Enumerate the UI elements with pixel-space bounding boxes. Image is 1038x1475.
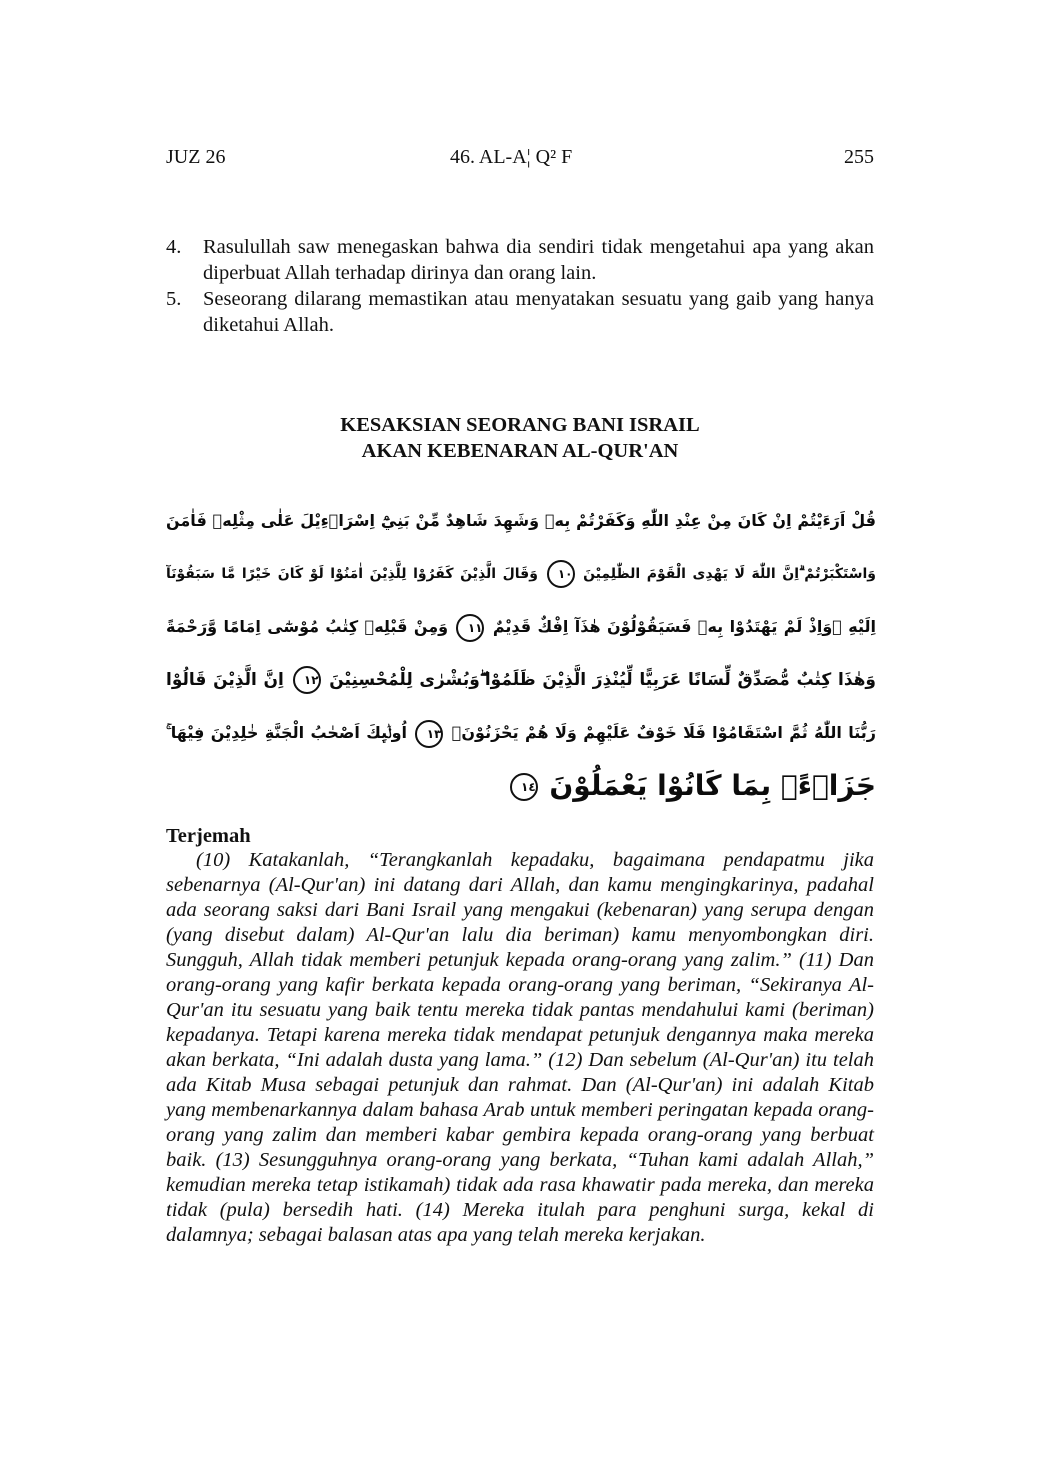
page-number: 255 — [844, 146, 874, 168]
juz-label: JUZ 26 — [166, 146, 226, 168]
arabic-text: وَمِنْ قَبْلِهٖ كِتٰبُ مُوْسٰٓى اِمَامًا وَّرَحْمَةً — [166, 617, 449, 636]
list-item — [166, 234, 874, 286]
notes-list — [166, 234, 874, 338]
arabic-line-1 — [166, 496, 876, 546]
arabic-line-2 — [166, 549, 876, 599]
ayah-number-marker: ١٢ — [293, 666, 321, 694]
ayah-number-marker: ١١ — [456, 614, 484, 642]
ayah-number-marker: ١٣ — [415, 720, 443, 748]
note-number: 4. — [166, 236, 182, 258]
arabic-text: اِلَيْهِ ۗوَاِذْ لَمْ يَهْتَدُوْا بِهٖ فَسَيَقُوْلُوْنَ هٰذَآ اِفْكٌ قَدِيْمٌ — [492, 617, 876, 636]
section-title — [166, 412, 874, 464]
arabic-text: اُولٰۤىِٕكَ اَصْحٰبُ الْجَنَّةِ خٰلِدِيْنَ فِيْهَا ۚ — [166, 723, 408, 742]
arabic-text: وَاسْتَكْبَرْتُمْ ۗاِنَّ اللّٰهَ لَا يَهْدِى الْقَوْمَ الظّٰلِمِيْنَ — [583, 566, 876, 582]
arabic-text: قُلْ اَرَءَيْتُمْ اِنْ كَانَ مِنْ عِنْدِ اللّٰهِ وَكَفَرْتُمْ بِهٖ وَشَهِدَ شَاهِدٌ مِّنْ بَنِيْٓ اِسْرَاۤءِيْلَ عَلٰى مِثْلِهٖ فَاٰمَنَ — [166, 511, 876, 530]
ayah-number-marker: ١٠ — [547, 560, 575, 588]
arabic-line-4 — [166, 655, 876, 705]
ayah-number-marker: ١٤ — [510, 773, 538, 801]
note-number: 5. — [166, 288, 182, 310]
page-header — [166, 146, 874, 174]
arabic-line-6 — [508, 761, 876, 811]
section-title-line-2: AKAN KEBENARAN AL-QUR'AN — [361, 440, 679, 462]
arabic-text: جَزَاۤءًۢ بِمَا كَانُوْا يَعْمَلُوْنَ — [549, 769, 876, 802]
arabic-text: وَهٰذَا كِتٰبٌ مُّصَدِّقٌ لِّسَانًا عَرَبِيًّا لِّيُنْذِرَ الَّذِيْنَ ظَلَمُوْا ۖوَبُشْرٰى لِلْمُحْسِنِيْنَ — [329, 670, 876, 690]
note-text: Seseorang dilarang memastikan atau menyatakan sesuatu yang gaib yang hanya diketahui Allah. — [203, 288, 874, 336]
arabic-verses — [166, 496, 876, 818]
arabic-text: وَقَالَ الَّذِيْنَ كَفَرُوْا لِلَّذِيْنَ اٰمَنُوْا لَوْ كَانَ خَيْرًا مَّا سَبَقُوْنَآ — [166, 566, 538, 582]
surah-label: 46. AL-A¦ Q² F — [450, 146, 573, 168]
arabic-text: رَبُّنَا اللّٰهُ ثُمَّ اسْتَقَامُوْا فَلَا خَوْفٌ عَلَيْهِمْ وَلَا هُمْ يَحْزَنُوْنَۚ — [451, 723, 876, 742]
section-title-line-1: KESAKSIAN SEORANG BANI ISRAIL — [340, 414, 700, 436]
terjemah-text: (10) Katakanlah, “Terangkanlah kepadaku, bagaimana pendapatmu jika sebenarnya (Al-Qur'an) ini datang dari Allah, dan kamu mengingkarinya, padahal ada seorang saksi dari Bani Israil yang mengakui (kebenaran) yang serupa dengan (yang disebut dalam) Al-Qur'an lalu dia beriman) kamu menyombongkan diri. Sungguh, Allah tidak memberi petunjuk kepada orang-orang yang zalim.” (11) Dan orang-orang yang kafir berkata kepada orang-orang yang beriman, “Sekiranya Al-Qur'an itu sesuatu yang baik tentu mereka tidak pantas mendahului kami (beriman) kepadanya. Tetapi karena mereka tidak mendapat petunjuk dengannya maka mereka akan berkata, “Ini adalah dusta yang lama.” (12) Dan sebelum (Al-Qur'an) itu telah ada Kitab Musa sebagai petunjuk dan rahmat. Dan (Al-Qur'an) ini adalah Kitab yang membenarkannya dalam bahasa Arab untuk memberi peringatan kepada orang-orang yang zalim dan memberi kabar gembira kepada orang-orang yang berbuat baik. (13) Sesungguhnya orang-orang yang berkata, “Tuhan kami adalah Allah,” kemudian mereka tetap istikamah) tidak ada rasa khawatir pada mereka, dan mereka tidak (pula) bersedih hati. (14) Mereka itulah para penghuni surga, kekal di dalamnya; sebagai balasan atas apa yang telah mereka kerjakan. — [166, 849, 874, 1246]
arabic-line-5 — [166, 708, 876, 758]
arabic-line-3 — [166, 602, 876, 652]
note-text: Rasulullah saw menegaskan bahwa dia sendiri tidak mengetahui apa yang akan diperbuat Allah terhadap dirinya dan orang lain. — [203, 236, 874, 284]
list-item — [166, 286, 874, 338]
arabic-text: اِنَّ الَّذِيْنَ قَالُوْا — [166, 670, 284, 690]
terjemah-heading: Terjemah — [166, 825, 251, 847]
